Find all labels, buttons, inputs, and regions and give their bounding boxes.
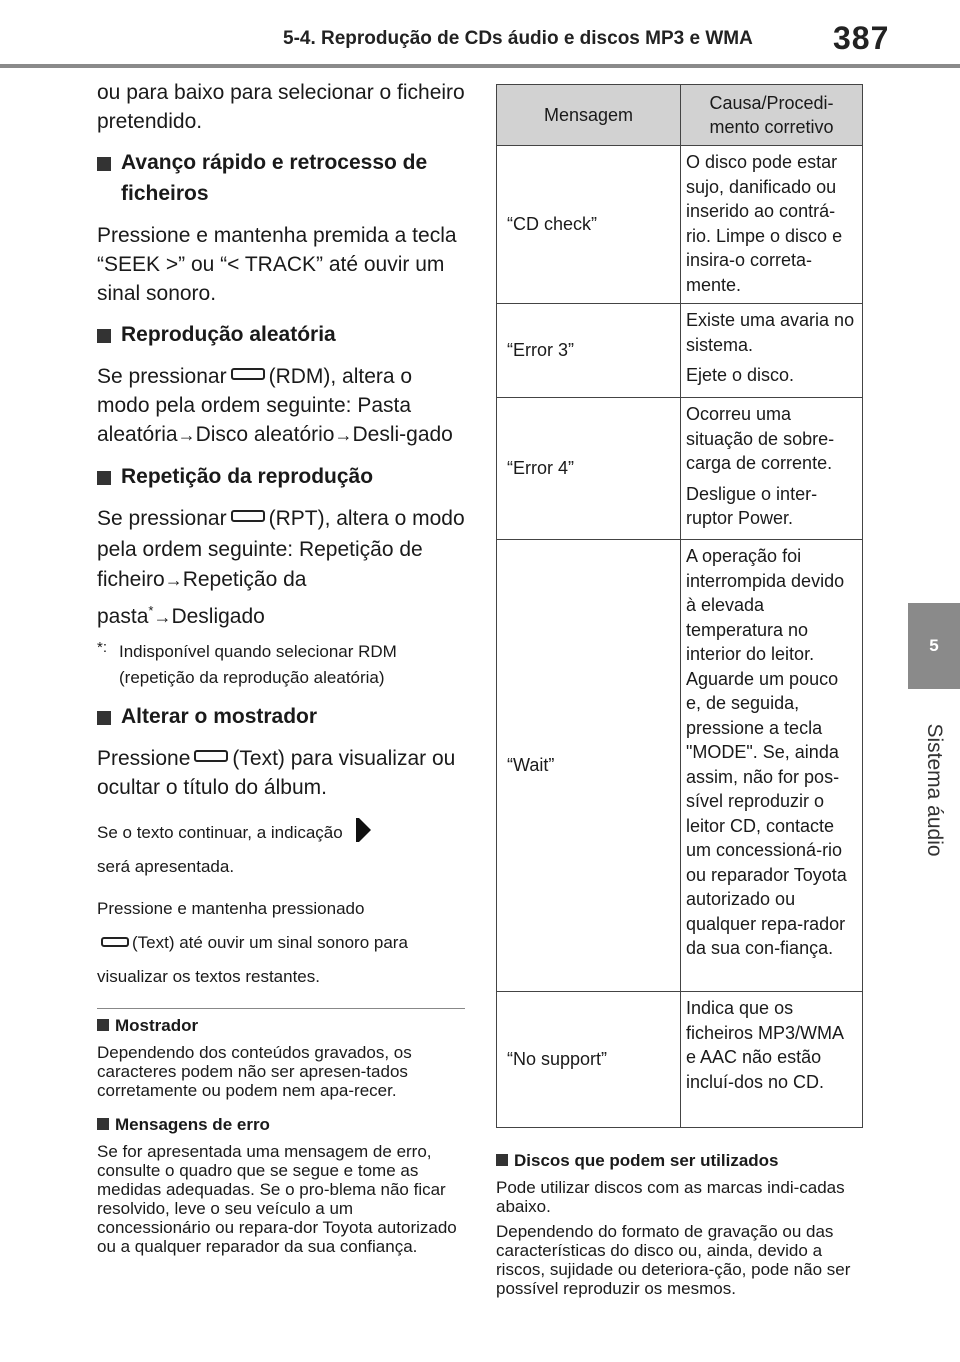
header-message: Mensagem (497, 85, 681, 146)
random-heading: Reprodução aleatória (97, 319, 465, 350)
display-note-heading: Mostrador (97, 1015, 469, 1037)
message-cell: “Wait” (497, 540, 681, 992)
error-messages-text: Se for apresentada uma mensagem de erro, consulte o quadro que se segue e tome as medidas adequadas. Se o pro-blema não ficar resolvido, leve o seu veículo a um concessionário ou repara-dor Toyota autorizado ou a qualquer reparador da sua confiança. (97, 1142, 457, 1256)
table-row (497, 304, 863, 398)
repeat-text: Se pressionar (RPT), altera o modo pela ordem seguinte: Repetição de ficheiro→Repetição da pasta*→Desligado (97, 507, 465, 628)
bullet-square-icon (97, 1019, 109, 1031)
display-note-text: Dependendo dos conteúdos gravados, os caracteres podem não ser apresen-tados corretamente ou podem nem apa-recer. (97, 1043, 412, 1100)
bullet-square-icon (97, 157, 111, 171)
table-row (497, 992, 863, 1128)
intro-text: ou para baixo para selecionar o ficheiro pretendido. (97, 81, 465, 133)
text-button-icon (194, 750, 228, 762)
error-messages-heading: Mensagens de erro (97, 1114, 469, 1136)
arrow-icon: → (164, 570, 183, 590)
random-text: Se pressionar (RDM), altera o modo pela ordem seguinte: Pasta aleatória→Disco aleatório→Desli-gado (97, 365, 453, 446)
section-title: 5-4. Reprodução de CDs áudio e discos MP3 e WMA (283, 28, 753, 49)
header-rule (0, 64, 960, 68)
display-heading: Alterar o mostrador (97, 701, 465, 732)
discs-heading: Discos que podem ser utilizados (496, 1150, 868, 1172)
table-row (497, 146, 863, 304)
page-number: 387 (833, 20, 890, 56)
fast-forward-text: Pressione e mantenha premida a tecla “SEEK >” ou “< TRACK” até ouvir um sinal sonoro. (97, 224, 457, 305)
discs-column (496, 1150, 868, 1308)
table-header-row (497, 85, 863, 146)
repeat-heading: Repetição da reprodução (97, 461, 465, 492)
bullet-square-icon (97, 329, 111, 343)
arrow-icon: → (334, 425, 353, 445)
message-cell: “Error 3” (497, 304, 681, 398)
arrow-icon: → (153, 606, 172, 627)
cause-cell: Indica que os ficheiros MP3/WMA e AAC não estão incluí-dos no CD. (681, 992, 863, 1128)
error-table (496, 84, 863, 1128)
message-cell: “No support” (497, 992, 681, 1128)
bullet-square-icon (97, 471, 111, 485)
section-divider (97, 1008, 465, 1009)
bullet-square-icon (97, 1118, 109, 1130)
cause-cell: Existe uma avaria no sistema. Ejete o disco. (681, 304, 863, 398)
cause-cell: A operação foi interrompida devido à elevada temperatura no interior do leitor. Aguarde um pouco e, de seguida, pressione a tecla "MODE". Se, ainda assim, não for pos-sível reproduzir o leitor CD, contacte um concessioná-rio ou reparador Toyota autorizado ou qualquer repa-rador da sua con-fiança. (681, 540, 863, 992)
message-cell: “CD check” (497, 146, 681, 304)
header-cause: Causa/Procedi-mento corretivo (681, 85, 863, 146)
discs-text-2: Dependendo do formato de gravação ou das características do disco ou, ainda, devido a riscos, sujidade ou deteriora-ção, pode não ser possível reproduzir os mesmos. (496, 1222, 851, 1298)
footnote-marker: * (148, 602, 154, 618)
arrow-icon: → (177, 425, 196, 445)
hold-text: Pressione e mantenha pressionado (Text) até ouvir um sinal sonoro para visualizar os textos restantes. (97, 899, 408, 986)
notes-column (97, 1015, 469, 1266)
rdm-button-icon (231, 368, 265, 380)
left-column (97, 78, 465, 1002)
discs-text-1: Pode utilizar discos com as marcas indi-cadas abaixo. (496, 1178, 845, 1216)
text-button-icon (101, 937, 129, 947)
cause-cell: O disco pode estar sujo, danificado ou inserido ao contrá-rio. Limpe o disco e insira-o correta-mente. (681, 146, 863, 304)
table-row (497, 398, 863, 540)
bullet-square-icon (496, 1154, 508, 1166)
cause-cell: Ocorreu uma situação de sobre-carga de corrente. Desligue o inter-ruptor Power. (681, 398, 863, 540)
continue-text: Se o texto continuar, a indicação será apresentada. (97, 816, 465, 884)
display-text: Pressione (Text) para visualizar ou ocultar o título do álbum. (97, 747, 456, 799)
fast-forward-heading: Avanço rápido e retrocesso de ficheiros (97, 147, 465, 209)
message-cell: “Error 4” (497, 398, 681, 540)
chapter-tab: 5 (908, 603, 960, 689)
chapter-label: Sistema áudio (923, 723, 946, 857)
footnote: *: Indisponível quando selecionar RDM (repetição da reprodução aleatória) (97, 639, 397, 687)
rpt-button-icon (231, 510, 265, 522)
table-row (497, 540, 863, 992)
bullet-square-icon (97, 711, 111, 725)
continue-indicator-icon (359, 818, 371, 842)
